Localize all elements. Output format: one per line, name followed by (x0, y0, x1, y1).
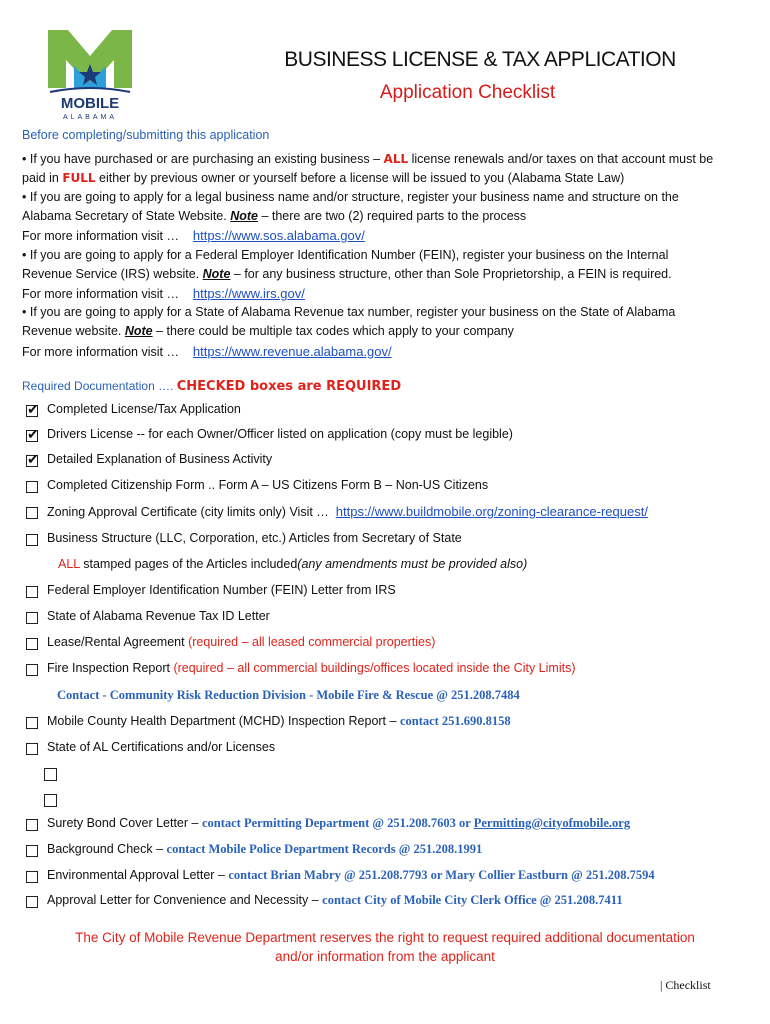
checkbox-fein-letter[interactable] (26, 586, 38, 598)
bullet2-line2: Alabama Secretary of State Website. Note – there are two (2) required parts to the process (22, 209, 527, 223)
checkbox-certification-1[interactable] (44, 768, 57, 781)
checkbox-convenience-necessity[interactable] (26, 896, 38, 908)
required-heading: Required Documentation …. CHECKED boxes are REQUIRED (22, 379, 402, 394)
item-fein-letter: Federal Employer Identification Number (FEIN) Letter from IRS (47, 583, 396, 597)
bullet3-more: For more information visit … https://www.irs.gov/ (22, 286, 305, 301)
bullet2-line1: • If you are going to apply for a legal business name and/or structure, register your business name and structure on the (22, 190, 679, 204)
item-background-check: Background Check – contact Mobile Police Department Records @ 251.208.1991 (47, 842, 483, 856)
svg-text:ALABAMA: ALABAMA (62, 114, 118, 121)
bullet2-more: For more information visit … https://www.sos.alabama.gov/ (22, 228, 365, 243)
item-license-application: Completed License/Tax Application (47, 402, 241, 416)
checkbox-environmental[interactable] (26, 871, 38, 883)
item-zoning: Zoning Approval Certificate (city limits only) Visit … https://www.buildmobile.org/zoning-clearance-request/ (47, 504, 648, 519)
item-health-inspection: Mobile County Health Department (MCHD) Inspection Report – contact 251.690.8158 (47, 714, 511, 728)
item-surety-bond: Surety Bond Cover Letter – contact Permitting Department @ 251.208.7603 or Permitting@cityofmobile.org (47, 816, 631, 830)
checkbox-citizenship[interactable] (26, 481, 38, 493)
item-state-certifications: State of AL Certifications and/or Licenses (47, 740, 276, 754)
checkmark-icon: ✔ (27, 401, 39, 417)
footer-notice (40, 928, 730, 966)
item-business-structure: Business Structure (LLC, Corporation, etc.) Articles from Secretary of State (47, 531, 462, 545)
articles-note: ALL stamped pages of the Articles included(any amendments must be provided also) (58, 557, 528, 571)
irs-link[interactable]: https://www.irs.gov/ (192, 286, 305, 301)
item-lease-agreement: Lease/Rental Agreement (required – all leased commercial properties) (47, 635, 436, 649)
logo-wordmark: MOBILE (60, 95, 120, 112)
bullet3-line2: Revenue Service (IRS) website. Note – for any business structure, other than Sole Proprietorship, a FEIN is required. (22, 267, 672, 281)
checkbox-state-certifications[interactable] (26, 743, 38, 755)
checkmark-icon: ✔ (27, 426, 39, 442)
checkbox-certification-2[interactable] (44, 794, 57, 807)
revenue-link[interactable]: https://www.revenue.alabama.gov/ (192, 344, 392, 359)
zoning-link[interactable]: https://www.buildmobile.org/zoning-clearance-request/ (335, 504, 648, 519)
city-of-mobile-logo (40, 26, 140, 122)
permitting-email-link[interactable]: Permitting@cityofmobile.org (473, 816, 631, 830)
bullet4-more: For more information visit … https://www.revenue.alabama.gov/ (22, 344, 392, 359)
checkbox-drivers-license[interactable] (26, 426, 39, 442)
item-business-activity: Detailed Explanation of Business Activity (47, 452, 273, 466)
checkbox-business-activity[interactable] (26, 451, 39, 467)
item-fire-inspection: Fire Inspection Report (required – all commercial buildings/offices located inside the City Limits) (47, 661, 576, 675)
bullet4-line2: Revenue website. Note – there could be multiple tax codes which apply to your company (22, 324, 514, 338)
bullet1-line2: paid in FULL either by previous owner or yourself before a license will be issued to you (Alabama State Law) (22, 171, 625, 185)
item-citizenship: Completed Citizenship Form .. Form A – US Citizens Form B – Non-US Citizens (47, 478, 489, 492)
item-convenience-necessity: Approval Letter for Convenience and Necessity – contact City of Mobile City Clerk Office @ 251.208.7411 (47, 893, 623, 907)
sos-link[interactable]: https://www.sos.alabama.gov/ (192, 228, 365, 243)
footer-line2: and/or information from the applicant (275, 949, 495, 964)
item-environmental: Environmental Approval Letter – contact Brian Mabry @ 251.208.7793 or Mary Collier Eastburn @ 251.208.7594 (47, 868, 655, 882)
checkbox-surety-bond[interactable] (26, 819, 38, 831)
fire-contact: Contact - Community Risk Reduction Division - Mobile Fire & Rescue @ 251.208.7484 (57, 688, 520, 702)
footer-line1: The City of Mobile Revenue Department reserves the right to request required additional documentation (75, 930, 695, 945)
item-state-tax-id: State of Alabama Revenue Tax ID Letter (47, 609, 270, 623)
checkbox-fire-inspection[interactable] (26, 664, 38, 676)
intro-heading: Before completing/submitting this application (22, 128, 270, 142)
page-title: BUSINESS LICENSE & TAX APPLICATION (284, 48, 676, 71)
checkmark-icon: ✔ (27, 451, 39, 467)
checkbox-business-structure[interactable] (26, 534, 38, 546)
checkbox-background-check[interactable] (26, 845, 38, 857)
item-drivers-license: Drivers License -- for each Owner/Officer listed on application (copy must be legible) (47, 427, 513, 441)
page-footer-label: | Checklist (660, 978, 711, 992)
checkbox-lease-agreement[interactable] (26, 638, 38, 650)
bullet3-line1: • If you are going to apply for a Federal Employer Identification Number (FEIN), register your business on the Internal (22, 248, 669, 262)
page-subtitle: Application Checklist (379, 82, 556, 103)
checkbox-state-tax-id[interactable] (26, 612, 38, 624)
checkbox-health-inspection[interactable] (26, 717, 38, 729)
checkbox-zoning[interactable] (26, 507, 38, 519)
bullet1-line1: • If you have purchased or are purchasing an existing business – ALL license renewals and/or taxes on that account must be (22, 152, 714, 166)
checkbox-license-application[interactable] (26, 401, 39, 417)
bullet4-line1: • If you are going to apply for a State of Alabama Revenue tax number, register your business on the State of Alabama (22, 305, 676, 319)
